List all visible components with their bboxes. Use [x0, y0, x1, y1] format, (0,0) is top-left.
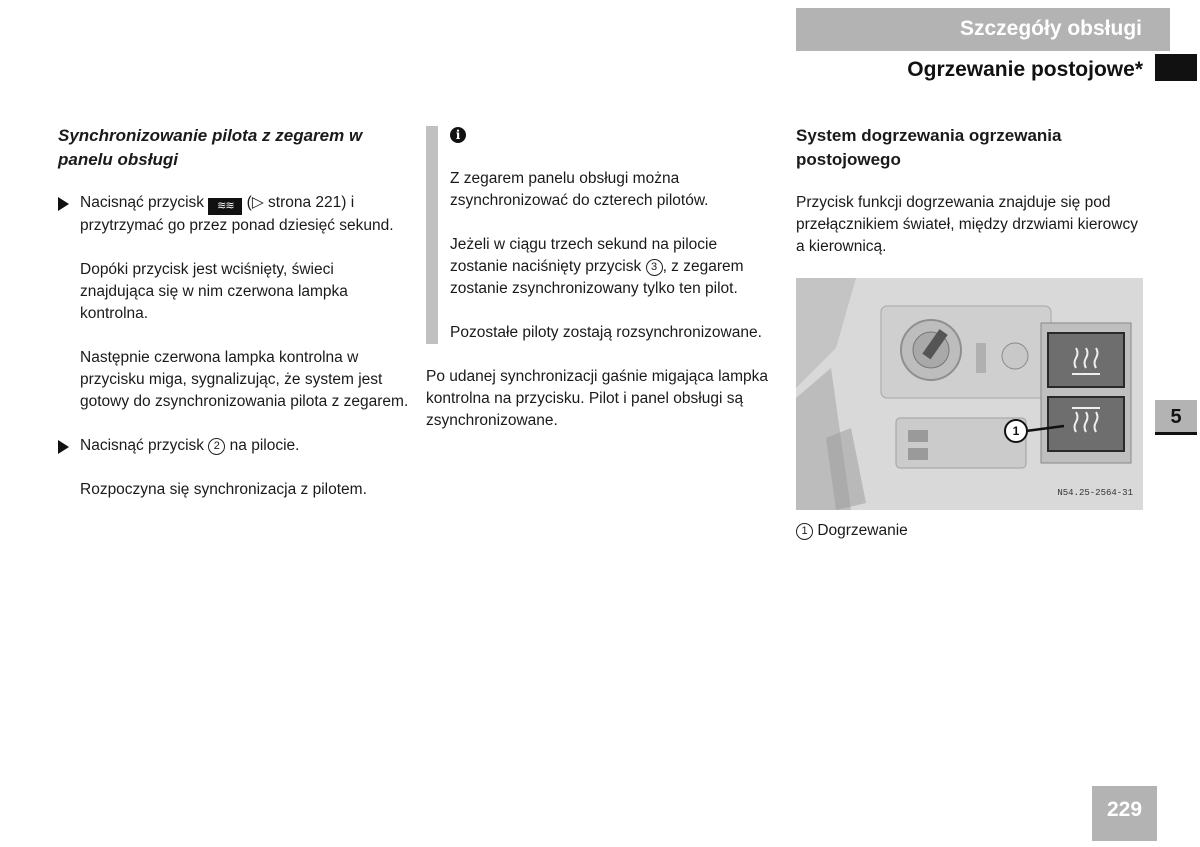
note-paragraph: Jeżeli w ciągu trzech sekund na pilocie zostanie naciśnięty przycisk 3 , z zegarem zostanie zsynchronizowany tylko ten pilot. [450, 236, 744, 297]
paragraph: Po udanej synchronizacji gaśnie migająca lampka kontrolna na przycisku. Pilot i panel obsługi są zsynchronizowane. [426, 368, 769, 429]
step-text: na pilocie. [229, 437, 300, 454]
info-note [426, 124, 776, 344]
note-sidebar [426, 126, 438, 344]
header-marker [1155, 54, 1197, 81]
paragraph: Dopóki przycisk jest wciśnięty, świeci znajdująca się w nim czerwona lampka kontrolna. [80, 261, 348, 322]
caption-text: Dogrzewanie [817, 522, 908, 539]
column-middle [426, 124, 776, 432]
section-title: Szczegóły obsługi [959, 17, 1142, 40]
note-paragraph: Z zegarem panelu obsługi można zsynchronizować do czterech pilotów. [450, 170, 709, 209]
step-arrow-icon [58, 197, 69, 211]
instruction-step [58, 435, 410, 457]
header-band [796, 8, 1170, 51]
step-text: Nacisnąć przycisk [80, 437, 205, 454]
section-heading-auxiliary: System dogrzewania ogrzewania postojowego [796, 126, 1062, 169]
button-number-badge: 3 [646, 259, 663, 276]
paragraph: Rozpoczyna się synchronizacja z pilotem. [80, 481, 367, 498]
step-text: (▷ strona 221) i przytrzymać go przez ponad dziesięć sekund. [80, 194, 394, 234]
figure-caption [796, 520, 1146, 542]
page-title: Ogrzewanie postojowe* [907, 58, 1143, 81]
section-heading-sync: Synchronizowanie pilota z zegarem w panelu obsługi [58, 126, 363, 169]
rear-heater-button-icon: ≋≋ [208, 198, 242, 215]
instruction-step [58, 192, 410, 237]
chapter-tab-underline [1155, 432, 1197, 435]
image-callout-number: 1 [1012, 424, 1020, 438]
info-icon: i [450, 127, 466, 143]
dashboard-illustration [796, 278, 1143, 510]
button-number-badge: 2 [208, 438, 225, 455]
step-arrow-icon [58, 440, 69, 454]
image-reference-code: N54.25-2564-31 [1057, 488, 1133, 498]
step-text: Nacisnąć przycisk [80, 194, 205, 211]
paragraph: Przycisk funkcji dogrzewania znajduje się pod przełącznikiem świateł, między drzwiami kierowcy a kierownicą. [796, 194, 1138, 255]
caption-number-badge: 1 [796, 523, 813, 540]
column-right [796, 124, 1146, 542]
column-left [58, 124, 410, 523]
chapter-tab: 5 [1155, 400, 1197, 434]
paragraph: Następnie czerwona lampka kontrolna w przycisku miga, sygnalizując, że system jest gotowy do zsynchronizowania pilota z zegarem. [80, 349, 409, 410]
note-paragraph: Pozostałe piloty zostają rozsynchronizowane. [450, 324, 762, 341]
page-number: 229 [1092, 786, 1157, 841]
